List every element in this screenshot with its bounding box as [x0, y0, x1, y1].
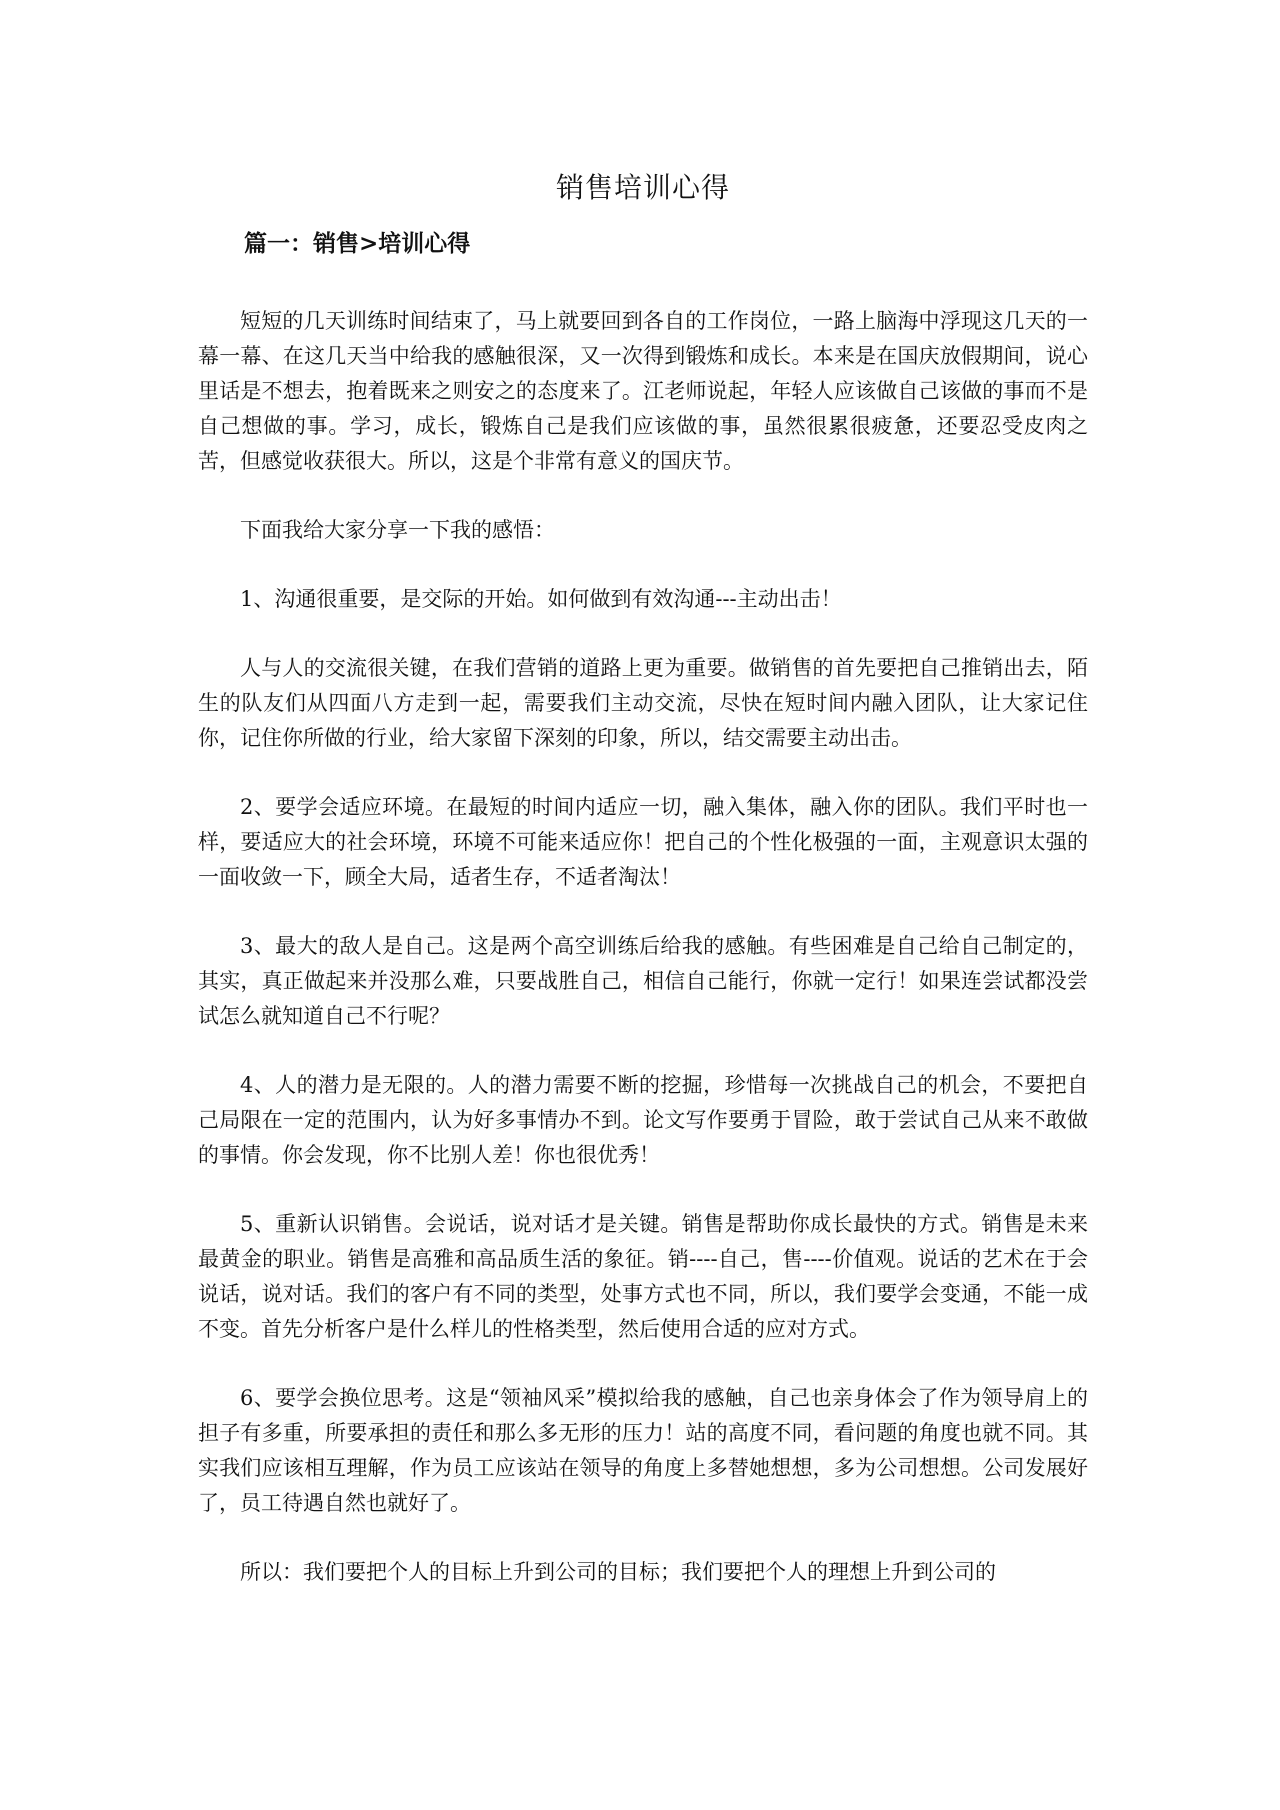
- paragraph-point-4: 4、人的潜力是无限的。人的潜力需要不断的挖掘，珍惜每一次挑战自己的机会，不要把自己局限在一定的范围内，认为好多事情办不到。论文写作要勇于冒险，敢于尝试自己从来不敢做的事情。你会发现，你不比别人差！你也很优秀！: [198, 1073, 1088, 1167]
- paragraph-point-2: 2、要学会适应环境。在最短的时间内适应一切，融入集体，融入你的团队。我们平时也一样，要适应大的社会环境，环境不可能来适应你！把自己的个性化极强的一面，主观意识太强的一面收敛一下，顾全大局，适者生存，不适者淘汰！: [198, 795, 1088, 889]
- paragraph-communication: 人与人的交流很关键，在我们营销的道路上更为重要。做销售的首先要把自己推销出去，陌生的队友们从四面八方走到一起，需要我们主动交流，尽快在短时间内融入团队，让大家记住你，记住你所做的行业，给大家留下深刻的印象，所以，结交需要主动出击。: [198, 656, 1088, 750]
- document-body: [198, 168, 1088, 1624]
- paragraph-point-1: 1、沟通很重要，是交际的开始。如何做到有效沟通---主动出击！: [240, 587, 842, 611]
- paragraph-share: 下面我给大家分享一下我的感悟：: [240, 518, 555, 542]
- paragraph-intro: 短短的几天训练时间结束了，马上就要回到各自的工作岗位，一路上脑海中浮现这几天的一幕一幕、在这几天当中给我的感触很深，又一次得到锻炼和成长。本来是在国庆放假期间，说心里话是不想去，抱着既来之则安之的态度来了。江老师说起，年轻人应该做自己该做的事而不是自己想做的事。学习，成长，锻炼自己是我们应该做的事，虽然很累很疲惫，还要忍受皮肉之苦，但感觉收获很大。所以，这是个非常有意义的国庆节。: [198, 309, 1088, 473]
- paragraph-point-3: 3、最大的敌人是自己。这是两个高空训练后给我的感触。有些困难是自己给自己制定的，其实，真正做起来并没那么难，只要战胜自己，相信自己能行，你就一定行！如果连尝试都没尝试怎么就知道自己不行呢？: [198, 934, 1088, 1028]
- document-subtitle: 篇一：销售>培训心得: [244, 230, 471, 257]
- paragraph-point-5: 5、重新认识销售。会说话，说对话才是关键。销售是帮助你成长最快的方式。销售是未来最黄金的职业。销售是高雅和高品质生活的象征。销----自己，售----价值观。说话的艺术在于会说话，说对话。我们的客户有不同的类型，处事方式也不同，所以，我们要学会变通，不能一成不变。首先分析客户是什么样儿的性格类型，然后使用合适的应对方式。: [198, 1212, 1088, 1341]
- paragraph-conclusion: 所以：我们要把个人的目标上升到公司的目标；我们要把个人的理想上升到公司的: [240, 1560, 996, 1584]
- paragraph-point-6: 6、要学会换位思考。这是“领袖风采”模拟给我的感触，自己也亲身体会了作为领导肩上的担子有多重，所要承担的责任和那么多无形的压力！站的高度不同，看问题的角度也就不同。其实我们应该相互理解，作为员工应该站在领导的角度上多替她想想，多为公司想想。公司发展好了，员工待遇自然也就好了。: [198, 1386, 1088, 1515]
- document-title: 销售培训心得: [555, 171, 730, 204]
